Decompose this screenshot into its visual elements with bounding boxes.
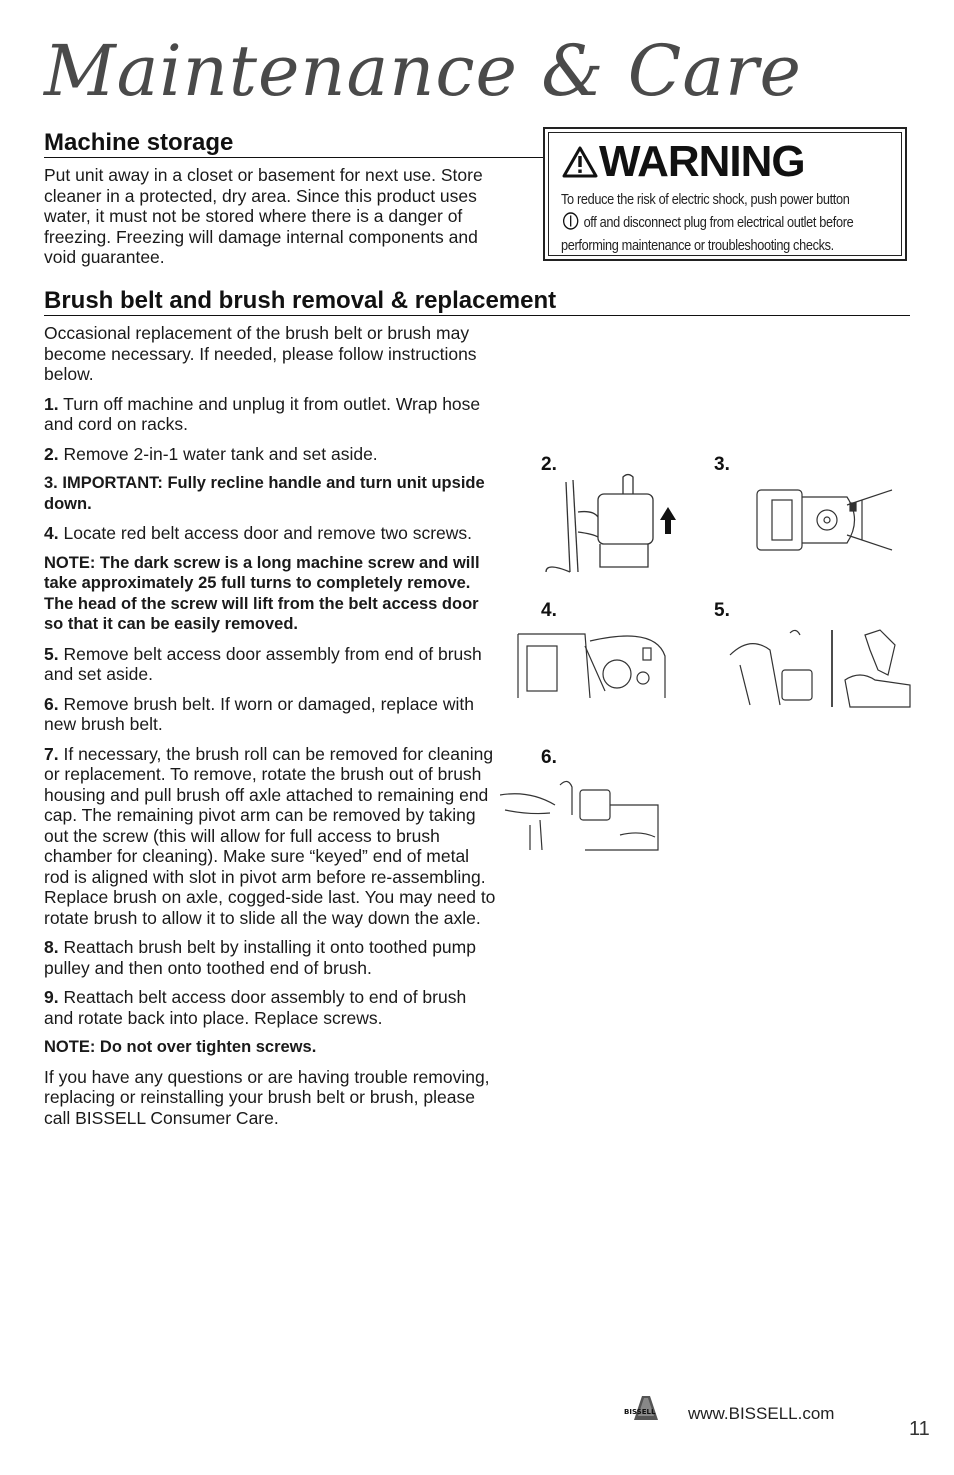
step-8: 8. Reattach brush belt by installing it onto toothed pump pulley and then onto toothed end of brush. xyxy=(44,937,476,978)
step-4: 4. Locate red belt access door and remove two screws. xyxy=(44,523,473,543)
footer-url[interactable]: www.BISSELL.com xyxy=(688,1404,835,1423)
page-title: Maintenance & Care xyxy=(44,30,802,112)
warning-text-part2: off and disconnect plug from electrical outlet before performing maintenance or troubleshooting checks. xyxy=(561,215,854,254)
warning-title: WARNING xyxy=(599,137,805,186)
figure-2-remove-tank xyxy=(538,472,683,577)
brush-section-heading: Brush belt and brush removal & replacement xyxy=(44,287,557,314)
step-1: 1. Turn off machine and unplug it from outlet. Wrap hose and cord on racks. xyxy=(44,393,481,434)
figure-3-label: 3. xyxy=(714,454,730,475)
step-5: 5. Remove belt access door assembly from end of brush and set aside. xyxy=(44,643,482,684)
brush-intro: Occasional replacement of the brush belt or brush may become necessary. If needed, please follow instructions below. xyxy=(44,323,477,384)
step-2: 2. Remove 2-in-1 water tank and set aside. xyxy=(44,443,378,464)
page-number: 11 xyxy=(909,1418,930,1440)
step-3: 3. IMPORTANT: Fully recline handle and turn unit upside down. xyxy=(44,474,485,513)
warning-text xyxy=(561,189,904,258)
figure-6-remove-belt xyxy=(500,775,660,855)
storage-text xyxy=(44,165,504,277)
storage-paragraph: Put unit away in a closet or basement for next use. Store cleaner in a protected, dry area. Since this product uses water, it must not be stored where there is a danger of freezing. Freezing will damage internal components and void guarantee. xyxy=(44,165,483,267)
figure-4-belt-door-screws xyxy=(515,626,670,701)
figure-2-label: 2. xyxy=(541,454,557,475)
svg-text:BISSELL: BISSELL xyxy=(624,1408,656,1416)
tighten-note: NOTE: Do not over tighten screws. xyxy=(44,1038,317,1056)
step-7: 7. If necessary, the brush roll can be removed for cleaning or replacement. To remove, rotate the brush out of brush housing and pull brush off axle attached to remaining end cap. The remaining pivot arm can be removed by taking out the screw (this will allow for full access to brush chamber for cleaning). Make sure “keyed” end of metal rod is aligned with slot in pivot arm before re-assembling. Replace brush on axle, cogged-side last. You may need to rotate brush to allow it to slide all the way down the axle. xyxy=(44,743,496,928)
storage-rule xyxy=(44,157,543,158)
bissell-logo-icon xyxy=(624,1394,674,1428)
step-9: 9. Reattach belt access door assembly to end of brush and rotate back into place. Replace screws. xyxy=(44,987,467,1028)
figure-5-remove-door xyxy=(720,625,920,710)
step-6: 6. Remove brush belt. If worn or damaged, replace with new brush belt. xyxy=(44,693,474,734)
warning-text-part1: To reduce the risk of electric shock, push power button xyxy=(561,192,850,208)
warning-box xyxy=(543,127,907,261)
figure-3-unit-upside-down xyxy=(752,485,897,555)
figure-4-label: 4. xyxy=(541,600,557,621)
screw-note: NOTE: The dark screw is a long machine screw and will take approximately 25 full turns to completely remove. The head of the screw will lift from the belt access door so that it can be easily removed. xyxy=(44,553,480,633)
machine-storage-heading: Machine storage xyxy=(44,129,234,156)
figure-6-label: 6. xyxy=(541,747,557,768)
figure-5-label: 5. xyxy=(714,600,730,621)
power-button-icon xyxy=(561,212,580,230)
closing-text: If you have any questions or are having trouble removing, replacing or reinstalling your brush belt or brush, please call BISSELL Consumer Care. xyxy=(44,1066,490,1128)
brush-rule xyxy=(44,315,910,316)
brush-instructions xyxy=(44,323,499,1137)
warning-triangle-icon xyxy=(561,145,599,179)
